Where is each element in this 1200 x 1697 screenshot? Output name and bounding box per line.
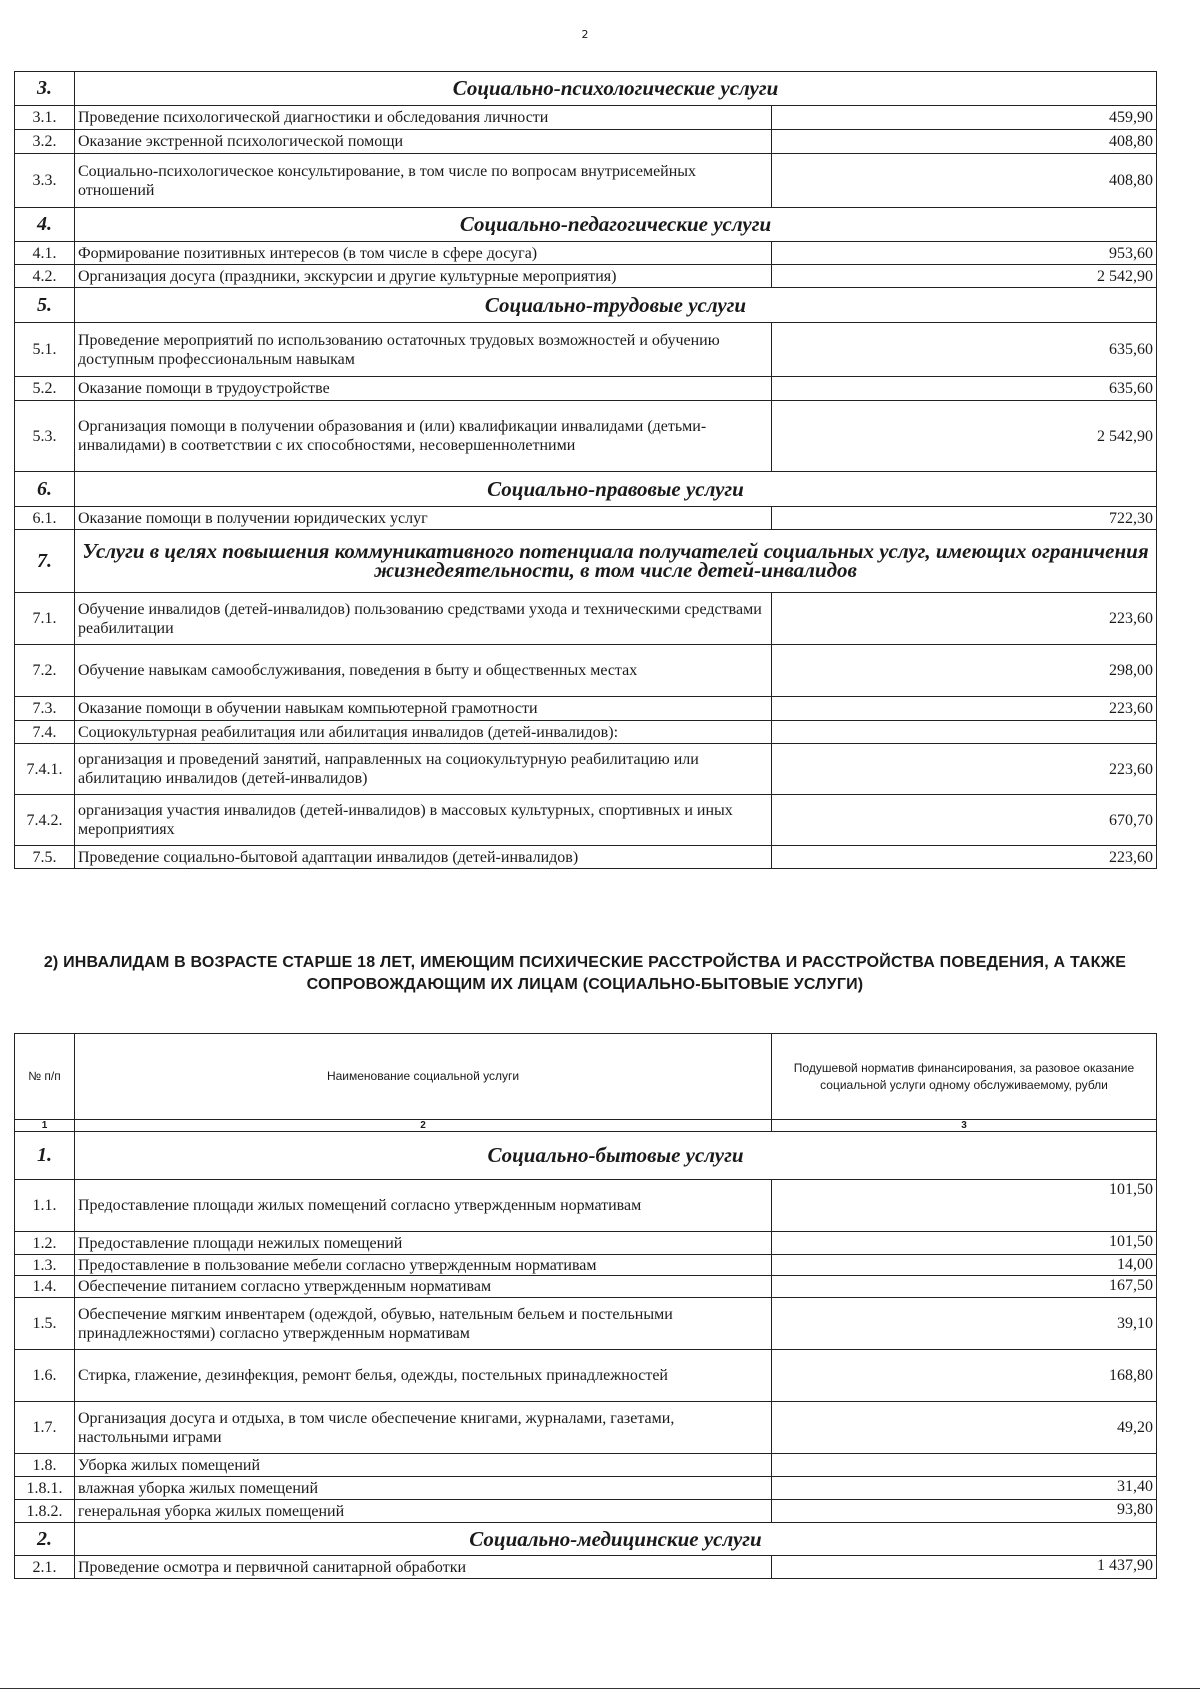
table-row (15, 265, 1157, 288)
service-price (772, 1454, 1157, 1477)
table-row (15, 323, 1157, 377)
table-row (15, 1402, 1157, 1454)
bottom-rule (0, 1688, 1200, 1689)
service-number: 7.4. (15, 721, 75, 744)
table-row (15, 377, 1157, 401)
service-price: 223,60 (772, 846, 1157, 869)
service-price: 93,80 (772, 1500, 1157, 1523)
service-price: 167,50 (772, 1276, 1157, 1298)
service-name: Обучение инвалидов (детей-инвалидов) пользованию средствами ухода и техническими средствами реабилитации (75, 593, 772, 645)
service-price: 168,80 (772, 1350, 1157, 1402)
service-number: 1.1. (15, 1180, 75, 1232)
service-name: Проведение социально-бытовой адаптации инвалидов (детей-инвалидов) (75, 846, 772, 869)
service-name: Уборка жилых помещений (75, 1454, 772, 1477)
service-price: 459,90 (772, 106, 1157, 130)
section-title: Социально-психологические услуги (75, 72, 1157, 106)
service-price: 298,00 (772, 645, 1157, 697)
section-row (15, 1523, 1157, 1556)
table-row (15, 242, 1157, 265)
table-row (15, 1276, 1157, 1298)
service-number: 7.4.1. (15, 744, 75, 795)
service-name: Предоставление в пользование мебели согласно утвержденным нормативам (75, 1255, 772, 1276)
table-row (15, 1298, 1157, 1350)
section-row (15, 472, 1157, 507)
section-row (15, 72, 1157, 106)
service-number: 4.1. (15, 242, 75, 265)
service-number: 1.2. (15, 1232, 75, 1255)
service-price: 223,60 (772, 593, 1157, 645)
service-number: 2.1. (15, 1556, 75, 1579)
service-number: 1.8. (15, 1454, 75, 1477)
service-name: Формирование позитивных интересов (в том числе в сфере досуга) (75, 242, 772, 265)
table-row (15, 721, 1157, 744)
table-row (15, 1232, 1157, 1255)
table-row (15, 1477, 1157, 1500)
service-number: 5.3. (15, 401, 75, 472)
service-price: 722,30 (772, 507, 1157, 530)
service-name: Проведение психологической диагностики и обследования личности (75, 106, 772, 130)
service-name: Оказание помощи в обучении навыкам компьютерной грамотности (75, 697, 772, 721)
section-number: 6. (15, 472, 75, 507)
service-name: Проведение осмотра и первичной санитарной обработки (75, 1556, 772, 1579)
section-number: 4. (15, 208, 75, 242)
service-name: Оказание экстренной психологической помощи (75, 130, 772, 154)
service-price: 408,80 (772, 154, 1157, 208)
table-row (15, 697, 1157, 721)
section-row (15, 1132, 1157, 1180)
section-2-heading: 2) ИНВАЛИДАМ В ВОЗРАСТЕ СТАРШЕ 18 ЛЕТ, ИМЕЮЩИМ ПСИХИЧЕСКИЕ РАССТРОЙСТВА И РАССТРОЙСТВА ПОВЕДЕНИЯ, А ТАКЖЕ СОПРОВОЖДАЮЩИМ ИХ ЛИЦАМ (СОЦИАЛЬНО-БЫТОВЫЕ УСЛУГИ) (43, 954, 1127, 993)
table-row (15, 744, 1157, 795)
service-name: Организация досуга (праздники, экскурсии и другие культурные мероприятия) (75, 265, 772, 288)
service-name: влажная уборка жилых помещений (75, 1477, 772, 1500)
page-number: 2 (581, 28, 589, 41)
section-title: Услуги в целях повышения коммуникативного потенциала получателей социальных услуг, имеющих ограничения жизнедеятельности, в том числе детей-инвалидов (75, 530, 1157, 593)
section-number: 1. (15, 1132, 75, 1180)
service-name: Предоставление площади нежилых помещений (75, 1232, 772, 1255)
service-price: 1 437,90 (772, 1556, 1157, 1579)
column-number: 3 (772, 1120, 1157, 1132)
column-number: 1 (15, 1120, 75, 1132)
service-price: 670,70 (772, 795, 1157, 846)
header-price: Подушевой норматив финансирования, за разовое оказание социальной услуги одному обслуживаемому, рубли (772, 1034, 1157, 1120)
section-number: 2. (15, 1523, 75, 1556)
service-name: Оказание помощи в трудоустройстве (75, 377, 772, 401)
service-price: 635,60 (772, 377, 1157, 401)
table-row (15, 507, 1157, 530)
service-name: генеральная уборка жилых помещений (75, 1500, 772, 1523)
service-name: организация и проведений занятий, направленных на социокультурную реабилитацию или абилитацию инвалидов (детей-инвалидов) (75, 744, 772, 795)
service-price: 101,50 (772, 1180, 1157, 1232)
section-title: Социально-педагогические услуги (75, 208, 1157, 242)
service-number: 7.4.2. (15, 795, 75, 846)
header-name: Наименование социальной услуги (75, 1034, 772, 1120)
section-number: 3. (15, 72, 75, 106)
service-number: 7.5. (15, 846, 75, 869)
service-number: 1.5. (15, 1298, 75, 1350)
service-price: 223,60 (772, 697, 1157, 721)
service-name: Оказание помощи в получении юридических услуг (75, 507, 772, 530)
table-row (15, 106, 1157, 130)
service-price: 31,40 (772, 1477, 1157, 1500)
table-row (15, 1180, 1157, 1232)
service-number: 5.1. (15, 323, 75, 377)
service-price: 14,00 (772, 1255, 1157, 1276)
section-number: 5. (15, 288, 75, 323)
service-number: 1.7. (15, 1402, 75, 1454)
table-row (15, 593, 1157, 645)
services-table-section-2 (14, 1033, 1157, 1579)
service-price: 635,60 (772, 323, 1157, 377)
section-row (15, 288, 1157, 323)
service-number: 1.3. (15, 1255, 75, 1276)
service-name: Предоставление площади жилых помещений согласно утвержденным нормативам (75, 1180, 772, 1232)
service-name: Организация помощи в получении образования и (или) квалификации инвалидами (детьми-инвалидами) в соответствии с их способностями, несовершеннолетними (75, 401, 772, 472)
service-name: Обучение навыкам самообслуживания, поведения в быту и общественных местах (75, 645, 772, 697)
section-title: Социально-трудовые услуги (75, 288, 1157, 323)
table-row (15, 1350, 1157, 1402)
service-number: 1.6. (15, 1350, 75, 1402)
section-row (15, 208, 1157, 242)
service-name: Обеспечение мягким инвентарем (одеждой, обувью, нательным бельем и постельными принадлежностями) согласно утвержденным нормативам (75, 1298, 772, 1350)
table-row (15, 846, 1157, 869)
section-title: Социально-бытовые услуги (75, 1132, 1157, 1180)
service-price: 223,60 (772, 744, 1157, 795)
section-title: Социально-правовые услуги (75, 472, 1157, 507)
service-number: 1.4. (15, 1276, 75, 1298)
table-row (15, 795, 1157, 846)
service-name: Социокультурная реабилитация или абилитация инвалидов (детей-инвалидов): (75, 721, 772, 744)
section-row (15, 530, 1157, 593)
service-number: 3.1. (15, 106, 75, 130)
table-row (15, 1454, 1157, 1477)
service-name: Социально-психологическое консультирование, в том числе по вопросам внутрисемейных отношений (75, 154, 772, 208)
service-name: организация участия инвалидов (детей-инвалидов) в массовых культурных, спортивных и иных мероприятиях (75, 795, 772, 846)
service-name: Обеспечение питанием согласно утвержденным нормативам (75, 1276, 772, 1298)
service-number: 6.1. (15, 507, 75, 530)
service-number: 1.8.2. (15, 1500, 75, 1523)
services-table-continued (14, 71, 1157, 869)
header-num: № п/п (15, 1034, 75, 1120)
service-price: 49,20 (772, 1402, 1157, 1454)
service-number: 4.2. (15, 265, 75, 288)
table-row (15, 130, 1157, 154)
service-number: 3.3. (15, 154, 75, 208)
service-number: 1.8.1. (15, 1477, 75, 1500)
table-row (15, 645, 1157, 697)
service-number: 7.3. (15, 697, 75, 721)
section-title: Социально-медицинские услуги (75, 1523, 1157, 1556)
table-row (15, 1556, 1157, 1579)
table-row (15, 401, 1157, 472)
service-price: 408,80 (772, 130, 1157, 154)
section-number: 7. (15, 530, 75, 593)
service-number: 5.2. (15, 377, 75, 401)
table-row (15, 1255, 1157, 1276)
column-number-row (15, 1120, 1157, 1132)
table-row (15, 154, 1157, 208)
service-name: Стирка, глажение, дезинфекция, ремонт белья, одежды, постельных принадлежностей (75, 1350, 772, 1402)
service-number: 7.1. (15, 593, 75, 645)
table-row (15, 1500, 1157, 1523)
service-name: Проведение мероприятий по использованию остаточных трудовых возможностей и обучению доступным профессиональным навыкам (75, 323, 772, 377)
service-number: 3.2. (15, 130, 75, 154)
service-number: 7.2. (15, 645, 75, 697)
column-number: 2 (75, 1120, 772, 1132)
table-header-row (15, 1034, 1157, 1120)
service-price: 2 542,90 (772, 265, 1157, 288)
service-price: 953,60 (772, 242, 1157, 265)
service-price (772, 721, 1157, 744)
service-price: 39,10 (772, 1298, 1157, 1350)
service-price: 2 542,90 (772, 401, 1157, 472)
service-price: 101,50 (772, 1232, 1157, 1255)
service-name: Организация досуга и отдыха, в том числе обеспечение книгами, журналами, газетами, настольными играми (75, 1402, 772, 1454)
